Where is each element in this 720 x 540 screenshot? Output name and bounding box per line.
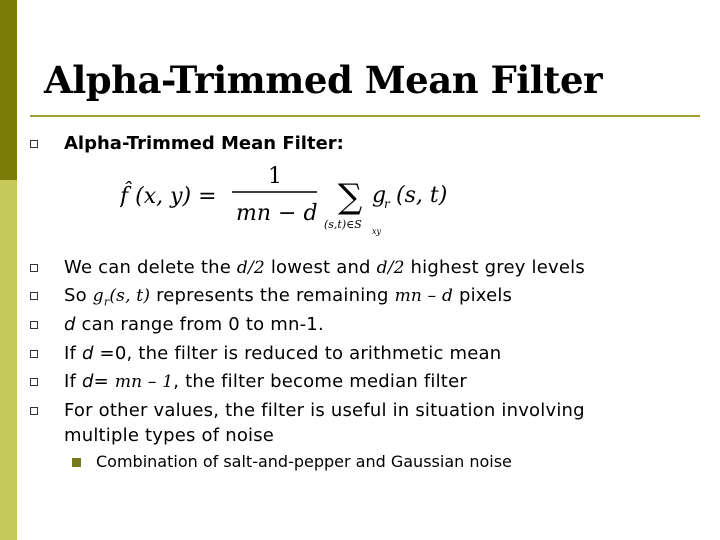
- sidebar-accent-top: [0, 0, 17, 180]
- slide-title: Alpha-Trimmed Mean Filter: [44, 58, 602, 102]
- formula-sum-subscript-xy: xy: [372, 227, 382, 236]
- bullet-text: So $g_r(s$, t) represents the remaining mn – d pixels: [64, 285, 513, 309]
- bullet-square-icon: [30, 292, 38, 300]
- formula-term-args: (s, t): [396, 183, 448, 208]
- bullet-text: If d =0, the filter is reduced to arithmetic mean: [64, 343, 502, 364]
- formula-numerator: 1: [268, 164, 282, 189]
- bullet-square-icon: [30, 321, 38, 329]
- bullet-square-icon: [30, 264, 38, 272]
- bullet-text: For other values, the filter is useful in situation involving: [64, 400, 585, 421]
- bullet-square-icon: [30, 140, 38, 148]
- bullet-square-icon: [30, 378, 38, 386]
- bullet-text-continuation: multiple types of noise: [64, 425, 275, 446]
- sub-bullet-text: Combination of salt-and-pepper and Gaussian noise: [96, 452, 512, 471]
- title-divider: [30, 115, 700, 117]
- sub-bullet-square-icon: [72, 458, 81, 467]
- bullet-text: d can range from 0 to mn-1.: [64, 314, 324, 335]
- bullet-square-icon: [30, 407, 38, 415]
- alpha-trimmed-formula: [120, 160, 480, 240]
- formula-term-sub: r: [384, 197, 390, 211]
- bullet-text: If d= mn – 1, the filter become median filter: [64, 371, 467, 392]
- formula-lhs: f̂ (x, y) =: [120, 184, 217, 209]
- sidebar-accent-bottom: [0, 180, 17, 540]
- slide-heading: Alpha-Trimmed Mean Filter:: [64, 133, 344, 154]
- formula-sum-subscript: (s,t)∈S: [324, 218, 362, 231]
- formula-term: g: [372, 183, 387, 208]
- sum-icon: ∑: [338, 177, 363, 217]
- bullet-square-icon: [30, 350, 38, 358]
- bullet-text: We can delete the d/2 lowest and d/2 highest grey levels: [64, 257, 585, 278]
- formula-denominator: mn − d: [236, 201, 318, 226]
